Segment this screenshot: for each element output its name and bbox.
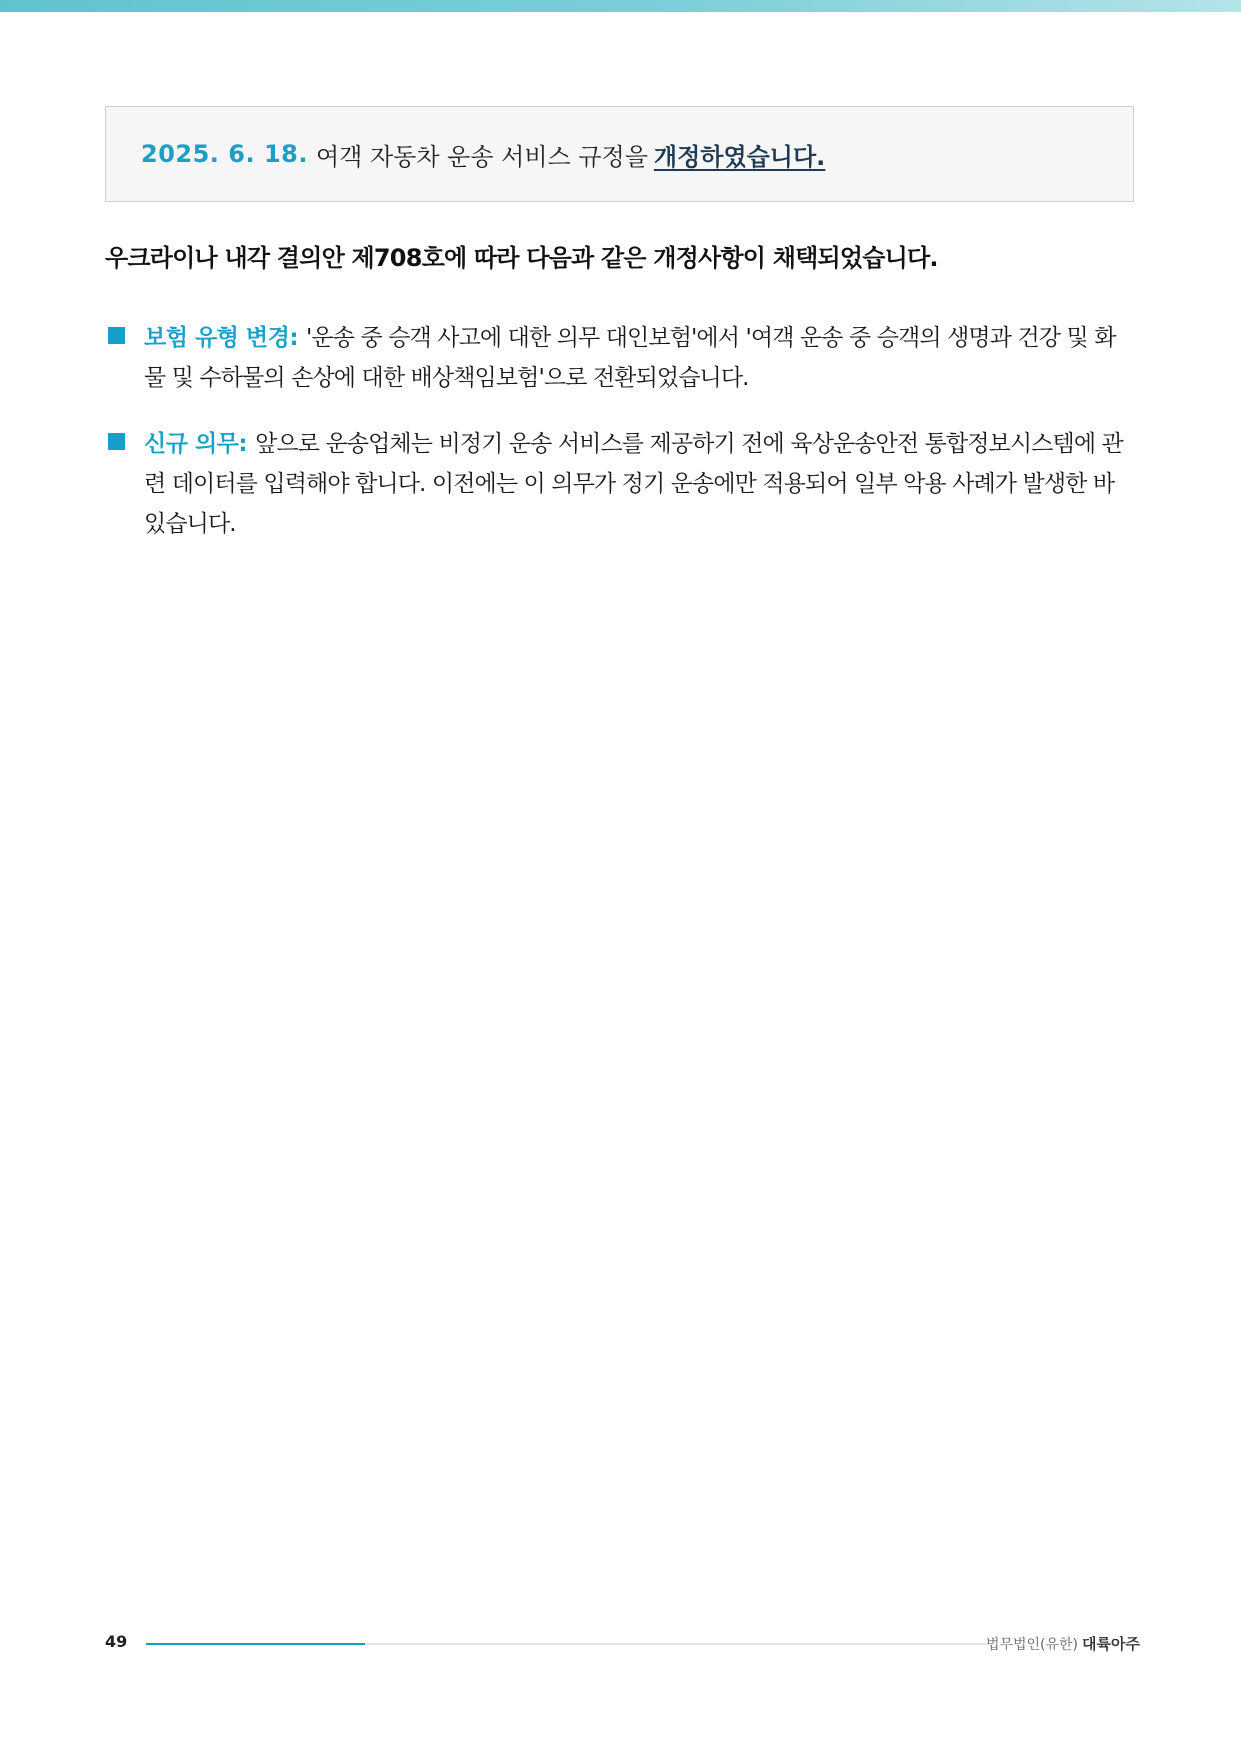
bullet-text	[144, 424, 1135, 544]
notice-date: 2025. 6. 18.	[141, 140, 308, 168]
lead-sentence: 우크라이나 내각 결의안 제708호에 따라 다음과 같은 개정사항이 채택되었습니다.	[105, 244, 938, 272]
bullet-list	[105, 318, 1135, 570]
firm-name	[986, 1633, 1140, 1654]
page-number: 49	[105, 1632, 128, 1651]
bullet-text	[144, 318, 1135, 398]
bullet-label: 보험 유형 변경:	[144, 325, 299, 351]
notice-emphasis: 개정하였습니다.	[653, 142, 826, 171]
page-progress-bar	[146, 1643, 365, 1645]
top-accent-bar	[0, 0, 1241, 12]
bullet-label: 신규 의무:	[144, 431, 248, 457]
firm-prefix: 법무법인(유한)	[985, 1637, 1079, 1653]
square-bullet-icon	[108, 327, 125, 344]
list-item	[105, 424, 1135, 544]
firm-brand: 대륙아주	[1082, 1635, 1140, 1653]
list-item	[105, 318, 1135, 398]
notice-text: 여객 자동차 운송 서비스 규정을	[315, 142, 648, 171]
revision-notice-box	[105, 106, 1134, 202]
bullet-body: 앞으로 운송업체는 비정기 운송 서비스를 제공하기 전에 육상운송안전 통합정보시스템에 관련 데이터를 입력해야 합니다. 이전에는 이 의무가 정기 운송에만 적용되어 일부 악용 사례가 발생한 바 있습니다.	[144, 431, 1123, 537]
page-progress-track	[146, 1643, 989, 1645]
bullet-body: '운송 중 승객 사고에 대한 의무 대인보험'에서 '여객 운송 중 승객의 생명과 건강 및 화물 및 수하물의 손상에 대한 배상책임보험'으로 전환되었습니다.	[144, 325, 1116, 391]
square-bullet-icon	[108, 433, 125, 450]
